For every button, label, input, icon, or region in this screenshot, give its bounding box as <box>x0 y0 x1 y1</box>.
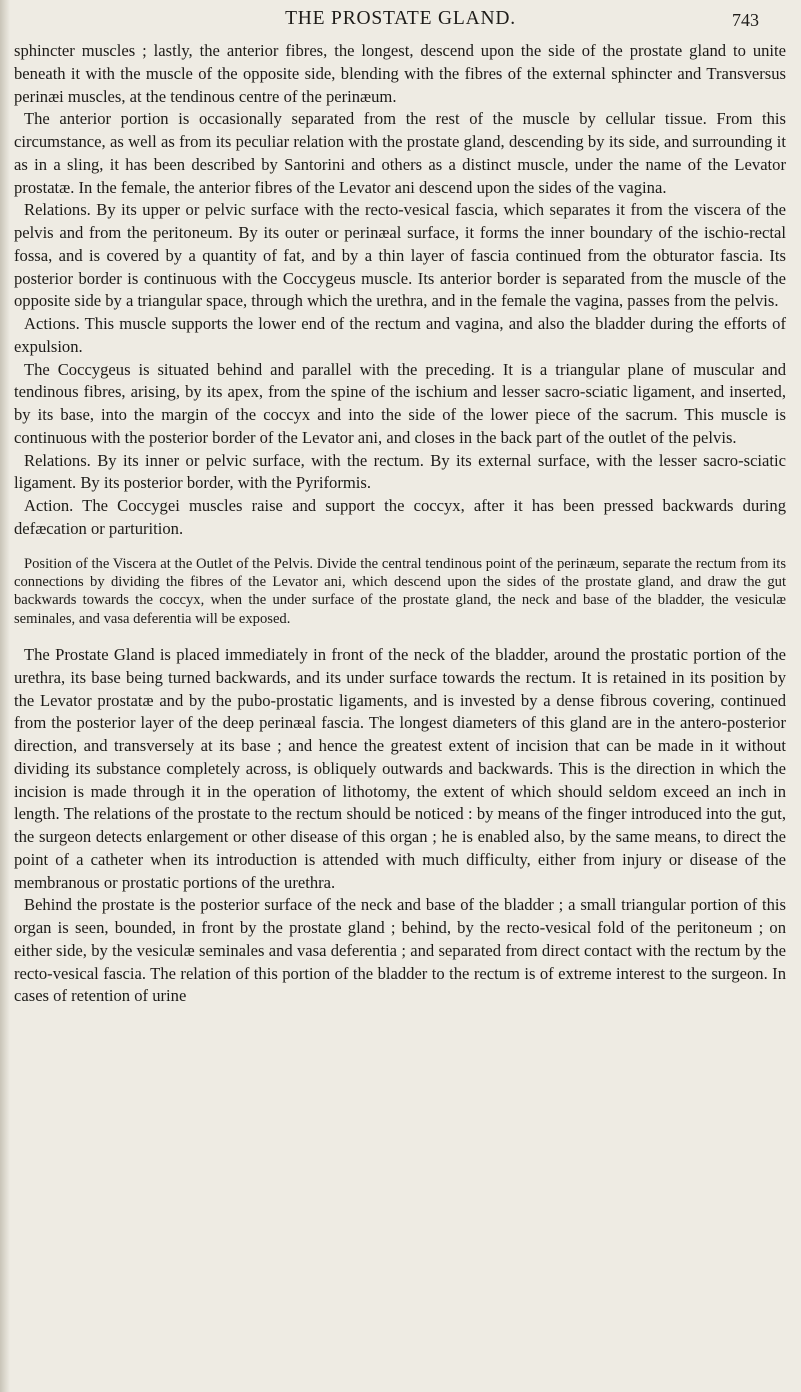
page-header <box>0 6 801 36</box>
paragraph-levator-prostatae: The anterior portion is occasionally separated from the rest of the muscle by cellular tissue. From this circumstance, as well as from its peculiar relation with the prostate gland, descending by its side, and surrounding it as in a sling, it has been described by Santorini and others as a distinct muscle, under the name of the Levator prostatæ. In the female, the anterior fibres of the Levator ani descend upon the sides of the vagina. <box>14 109 786 197</box>
paragraph-coccygeus: The Coccygeus is situated behind and parallel with the preceding. It is a triangular plane of muscular and tendinous fibres, arising, by its apex, from the spine of the ischium and lesser sacro-sciatic ligament, and inserted, by its base, into the margin of the coccyx and into the side of the lower piece of the sacrum. This muscle is continuous with the posterior border of the Levator ani, and closes in the back part of the outlet of the pelvis. <box>14 359 786 447</box>
running-title: THE PROSTATE GLAND. <box>285 8 516 29</box>
paragraph-coccygeus-relations: Relations. By its inner or pelvic surface, with the rectum. By its external surface, with the lesser sacro-sciatic ligament. By its posterior border, with the Pyriformis. <box>14 450 786 493</box>
paragraph-prostate-gland: The Prostate Gland is placed immediately in front of the neck of the bladder, around the prostatic portion of the urethra, its base being turned backwards, and its under surface towards the rectum. It is retained in its position by the Levator prostatæ and by the pubo-prostatic ligaments, and is invested by a dense fibrous covering, continued from the posterior layer of the deep perinæal fascia. The longest diameters of this gland are in the antero-posterior direction, and transversely at its base ; and hence the greatest extent of incision that can be made in it without dividing its substance completely across, is obliquely outwards and backwards. This is the direction in which the incision is made through it in the operation of lithotomy, the extent of which should seldom exceed an inch in length. The relations of the prostate to the rectum should be noticed : by means of the finger introduced into the gut, the surgeon detects enlargement or other disease of this organ ; he is enabled also, by the same means, to direct the point of a catheter when its introduction is attended with much difficulty, either from injury or disease of the membranous or prostatic portions of the urethra. <box>14 645 786 892</box>
body-text <box>14 40 786 1008</box>
paragraph-levator-fibres: sphincter muscles ; lastly, the anterior fibres, the longest, descend upon the side of the prostate gland to unite beneath it with the muscle of the opposite side, blending with the fibres of the external sphincter and Transversus perinæi muscles, at the tendinous centre of the perinæum. <box>14 41 786 106</box>
paragraph-levator-actions: Actions. This muscle supports the lower end of the rectum and vagina, and also the bladder during the efforts of expulsion. <box>14 314 786 356</box>
page-gutter-shadow <box>0 0 10 1392</box>
paragraph-behind-prostate: Behind the prostate is the posterior surface of the neck and base of the bladder ; a small triangular portion of this organ is seen, bounded, in front by the prostate gland ; behind, by the recto-vesical fold of the peritoneum ; on either side, by the vesiculæ seminales and vasa deferentia ; and separated from direct contact with the rectum by the recto-vesical fascia. The relation of this portion of the bladder to the rectum is of extreme interest to the surgeon. In cases of retention of urine <box>14 895 786 1006</box>
page-number: 743 <box>732 10 759 30</box>
paragraph-coccygeus-action: Action. The Coccygei muscles raise and support the coccyx, after it has been pressed backwards during defæcation or parturition. <box>14 496 786 538</box>
paragraph-levator-relations: Relations. By its upper or pelvic surface with the recto-vesical fascia, which separates it from the viscera of the pelvis and from the peritoneum. By its outer or perinæal surface, it forms the inner boundary of the ischio-rectal fossa, and is covered by a quantity of fat, and by a thin layer of fascia continued from the obturator fascia. Its posterior border is continuous with the Coccygeus muscle. Its anterior border is separated from the muscle of the opposite side by a triangular space, through which the urethra, and in the female the vagina, passes from the pelvis. <box>14 200 786 311</box>
paragraph-viscera-position: Position of the Viscera at the Outlet of the Pelvis. Divide the central tendinous point of the perinæum, separate the rectum from its connections by dividing the fibres of the Levator ani, which descend upon the sides of the prostate gland, and draw the gut backwards towards the coccyx, when the under surface of the prostate gland, the neck and base of the bladder, the vesiculæ seminales, and vasa deferentia will be exposed. <box>14 555 786 627</box>
